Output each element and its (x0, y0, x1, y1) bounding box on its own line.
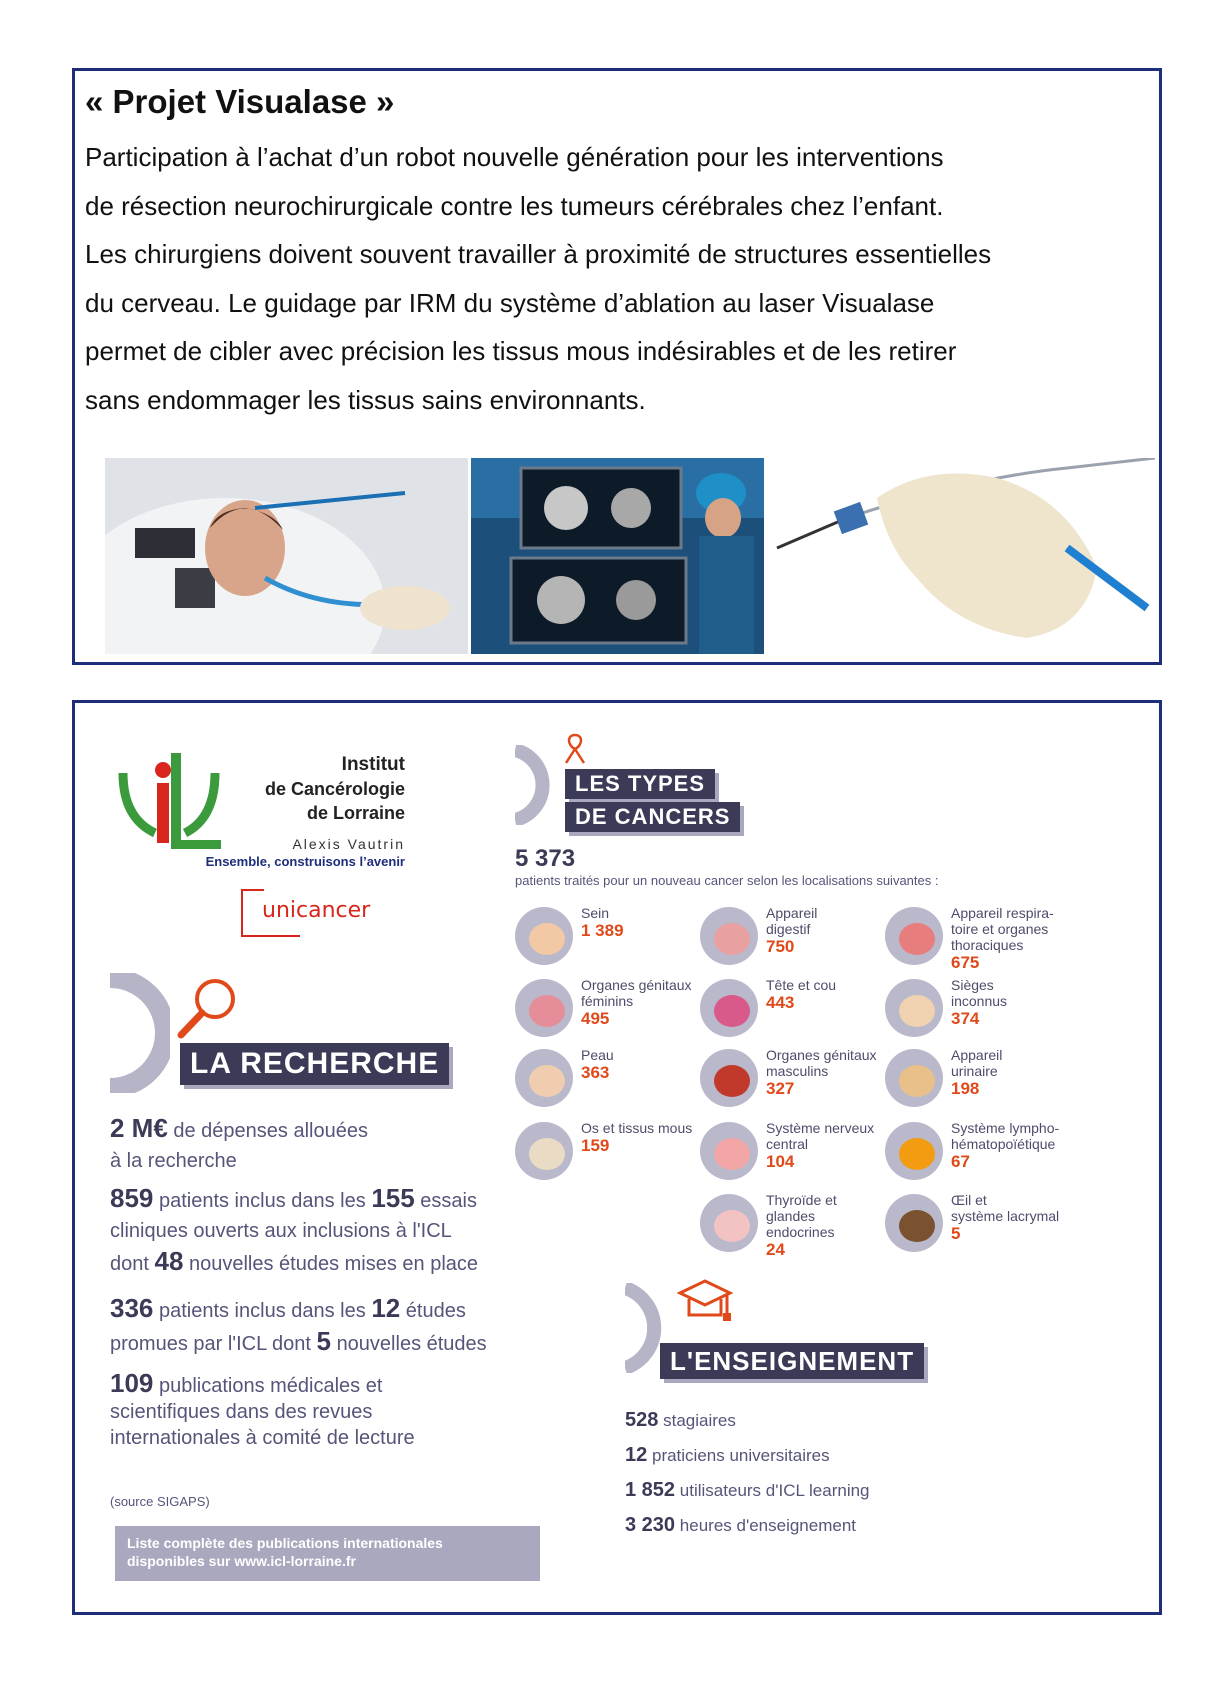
research-stat-publications (110, 1370, 415, 1451)
cancer-type-item (700, 1118, 900, 1184)
teaching-hours-label: heures d'enseignement (679, 1516, 856, 1535)
graduation-cap-icon (675, 1273, 735, 1333)
cancer-type-text: Appareil (766, 905, 818, 921)
cancer-type-label (766, 1120, 874, 1170)
cancer-type-item (515, 903, 715, 969)
cancers-banner-line2: DE CANCERS (565, 802, 740, 832)
teaching-practitioners-label: praticiens universitaires (651, 1446, 830, 1465)
cancer-type-label (581, 905, 624, 939)
cancer-type-text: central (766, 1136, 809, 1152)
cancers-total-desc: patients traités pour un nouveau cancer selon les localisations suivantes : (515, 873, 939, 888)
cancer-type-item (700, 1045, 900, 1111)
cancer-type-text: Appareil respira- (951, 905, 1054, 921)
cancer-type-text: inconnus (951, 993, 1008, 1009)
research-budget-value: 2 M€ (110, 1113, 168, 1143)
teaching-interns-value: 528 (625, 1409, 659, 1431)
research-stat-trials (110, 1183, 478, 1279)
research-trials-text3: cliniques ouverts aux inclusions à l'ICL (110, 1220, 452, 1242)
photo-strip (105, 458, 1155, 654)
cancer-organ-icon (515, 1049, 573, 1107)
cancer-type-label (951, 977, 1007, 1027)
cancer-organ-icon (700, 1049, 758, 1107)
research-studies-text3: promues par l'ICL dont (110, 1333, 311, 1355)
research-trials-text: patients inclus dans les (158, 1190, 366, 1212)
cancer-type-label (951, 1047, 1002, 1097)
icl-logo-line1: Institut (341, 754, 405, 775)
cancer-type-item (700, 1190, 900, 1259)
cancer-type-text: Appareil (951, 1047, 1003, 1063)
project-panel (72, 68, 1162, 665)
teaching-interns-label: stagiaires (663, 1411, 736, 1430)
cancer-type-text: Organes génitaux (581, 977, 692, 993)
cancer-type-item (885, 1190, 1085, 1256)
cancer-type-text: masculins (766, 1063, 829, 1079)
cancer-type-text: hématopoïétique (951, 1136, 1056, 1152)
project-line: Participation à l’achat d’un robot nouvelle génération pour les interventions (85, 142, 944, 172)
teaching-row-users (625, 1473, 870, 1508)
icl-logo (115, 748, 415, 873)
research-trials-patients: 859 (110, 1183, 154, 1213)
cancers-arc-icon (515, 745, 555, 825)
research-studies-text4: nouvelles études (336, 1333, 487, 1355)
teaching-practitioners-value: 12 (625, 1444, 648, 1466)
cancer-type-text: Os et tissus mous (581, 1120, 693, 1136)
icl-logo-mark (115, 748, 225, 858)
cancer-type-text: digestif (766, 921, 811, 937)
cancers-banner-line1: LES TYPES (565, 769, 715, 799)
cancer-type-count: 5 (951, 1224, 961, 1243)
cancer-type-count: 1 389 (581, 921, 624, 940)
teaching-hours-value: 3 230 (625, 1514, 676, 1536)
cancer-organ-icon (885, 1194, 943, 1252)
cancer-organ-icon (515, 979, 573, 1037)
cancer-type-count: 374 (951, 1009, 980, 1028)
cancer-organ-icon (700, 1194, 758, 1252)
cancer-type-label (766, 1047, 877, 1097)
teaching-stats (625, 1403, 870, 1543)
research-budget-text: de dépenses allouées (173, 1120, 368, 1142)
cancer-type-item (885, 903, 1085, 972)
cancer-type-item (515, 975, 715, 1041)
cancer-type-count: 67 (951, 1152, 970, 1171)
cancer-type-text: toire et organes (951, 921, 1049, 937)
cancer-type-text: Sièges (951, 977, 994, 993)
cancer-type-count: 750 (766, 937, 795, 956)
publications-note-line1: Liste complète des publications internationales (127, 1535, 443, 1551)
cancer-type-text: Système lympho- (951, 1120, 1060, 1136)
cancer-type-count: 443 (766, 993, 795, 1012)
project-line: sans endommager les tissus sains environnants. (85, 384, 646, 415)
cancer-type-count: 104 (766, 1152, 795, 1171)
teaching-row-practitioners (625, 1438, 870, 1473)
cancer-type-count: 327 (766, 1079, 795, 1098)
cancer-organ-icon (885, 1049, 943, 1107)
research-studies-text: patients inclus dans les (158, 1300, 366, 1322)
teaching-row-hours (625, 1508, 870, 1543)
cancer-type-item (700, 903, 900, 969)
cancer-type-label (766, 977, 836, 1011)
research-publications-text: publications médicales et (158, 1375, 383, 1397)
unicancer-text: unicancer (262, 898, 371, 923)
icl-logo-line3: de Lorraine (306, 803, 405, 823)
cancer-type-text: système lacrymal (951, 1208, 1060, 1224)
research-studies-text2: études (405, 1300, 466, 1322)
cancer-type-item (700, 975, 900, 1041)
research-publications-text2: scientifiques dans des revues (110, 1401, 373, 1423)
cancers-total: 5 373 (515, 845, 576, 872)
cancer-organ-icon (885, 1122, 943, 1180)
cancer-organ-icon (515, 1122, 573, 1180)
cancer-type-label (951, 1120, 1059, 1170)
infographic-panel (72, 700, 1162, 1615)
research-publications-count: 109 (110, 1368, 154, 1398)
teaching-banner: L'ENSEIGNEMENT (660, 1343, 924, 1379)
research-arc-icon (110, 973, 170, 1093)
research-publications-text3: internationales à comité de lecture (110, 1427, 415, 1449)
cancer-organ-icon (700, 1122, 758, 1180)
research-studies-new: 5 (316, 1326, 331, 1356)
research-budget-text2: à la recherche (110, 1150, 237, 1172)
teaching-row-interns (625, 1403, 870, 1438)
cancer-type-label (581, 977, 692, 1027)
cancer-type-count: 198 (951, 1079, 980, 1098)
cancer-type-label (766, 1192, 837, 1258)
research-banner: LA RECHERCHE (180, 1043, 449, 1085)
project-line: du cerveau. Le guidage par IRM du système d’ablation au laser Visualase (85, 287, 935, 318)
project-line: de résection neurochirurgicale contre les tumeurs cérébrales chez l’enfant. (85, 190, 944, 221)
magnifier-icon (173, 973, 243, 1043)
cancer-type-text: Œil et (951, 1192, 987, 1208)
icl-logo-tagline: Ensemble, construisons l’avenir (205, 854, 405, 869)
cancer-organ-icon (700, 907, 758, 965)
project-description (85, 133, 1155, 424)
cancer-type-label (951, 905, 1054, 971)
unicancer-logo (240, 888, 380, 938)
research-trials-text4: dont (110, 1253, 149, 1275)
cancer-type-text: Peau (581, 1047, 614, 1063)
cancer-type-count: 495 (581, 1009, 610, 1028)
project-line: Les chirurgiens doivent souvent travailler à proximité de structures essentielles (85, 239, 992, 269)
cancer-type-text: Système nerveux (766, 1120, 875, 1136)
cancer-type-text: Thyroïde et (766, 1192, 837, 1208)
teaching-users-value: 1 852 (625, 1479, 676, 1501)
cancer-type-item (515, 1045, 715, 1111)
cancer-type-text: Sein (581, 905, 610, 921)
research-stat-studies (110, 1293, 487, 1359)
photo-patient-mri (105, 458, 468, 654)
cancer-type-count: 24 (766, 1240, 785, 1259)
cancer-type-count: 675 (951, 953, 980, 972)
cancer-type-text: urinaire (951, 1063, 998, 1079)
cancer-type-count: 363 (581, 1063, 610, 1082)
cancer-type-label (951, 1192, 1059, 1242)
cancer-type-text: féminins (581, 993, 634, 1009)
cancer-type-label (581, 1120, 692, 1154)
research-trials-text5: nouvelles études mises en place (188, 1253, 479, 1275)
teaching-users-label: utilisateurs d'ICL learning (679, 1481, 870, 1500)
research-studies-count: 12 (371, 1293, 401, 1323)
cancer-type-item (885, 975, 1085, 1041)
research-trials-text2: essais (420, 1190, 477, 1212)
cancer-type-text: endocrines (766, 1224, 835, 1240)
photo-laser-probe (767, 458, 1155, 654)
research-trials-count: 155 (371, 1183, 415, 1213)
research-source: (source SIGAPS) (110, 1494, 210, 1509)
cancer-type-text: glandes (766, 1208, 816, 1224)
cancer-organ-icon (885, 979, 943, 1037)
research-trials-new: 48 (154, 1246, 184, 1276)
icl-logo-subtitle: Alexis Vautrin (292, 836, 405, 852)
publications-note-line2: disponibles sur www.icl-lorraine.fr (127, 1553, 356, 1569)
photo-surgeon-screens (471, 458, 764, 654)
icl-logo-line2: de Cancérologie (264, 779, 405, 799)
cancer-organ-icon (885, 907, 943, 965)
cancer-type-count: 159 (581, 1136, 610, 1155)
cancer-type-text: Organes génitaux (766, 1047, 877, 1063)
cancer-type-label (581, 1047, 614, 1081)
cancer-type-text: thoraciques (951, 937, 1024, 953)
research-studies-patients: 336 (110, 1293, 154, 1323)
cancer-organ-icon (700, 979, 758, 1037)
cancer-type-label (766, 905, 817, 955)
cancer-type-item (515, 1118, 715, 1184)
research-stat-budget (110, 1113, 368, 1176)
project-title: « Projet Visualase » (85, 83, 395, 120)
cancer-type-item (885, 1118, 1085, 1184)
cancer-type-text: Tête et cou (766, 977, 837, 993)
cancer-type-item (885, 1045, 1085, 1111)
project-line: permet de cibler avec précision les tissus mous indésirables et de les retirer (85, 336, 957, 366)
publications-note (115, 1526, 540, 1581)
ribbon-icon (563, 731, 587, 765)
cancer-organ-icon (515, 907, 573, 965)
